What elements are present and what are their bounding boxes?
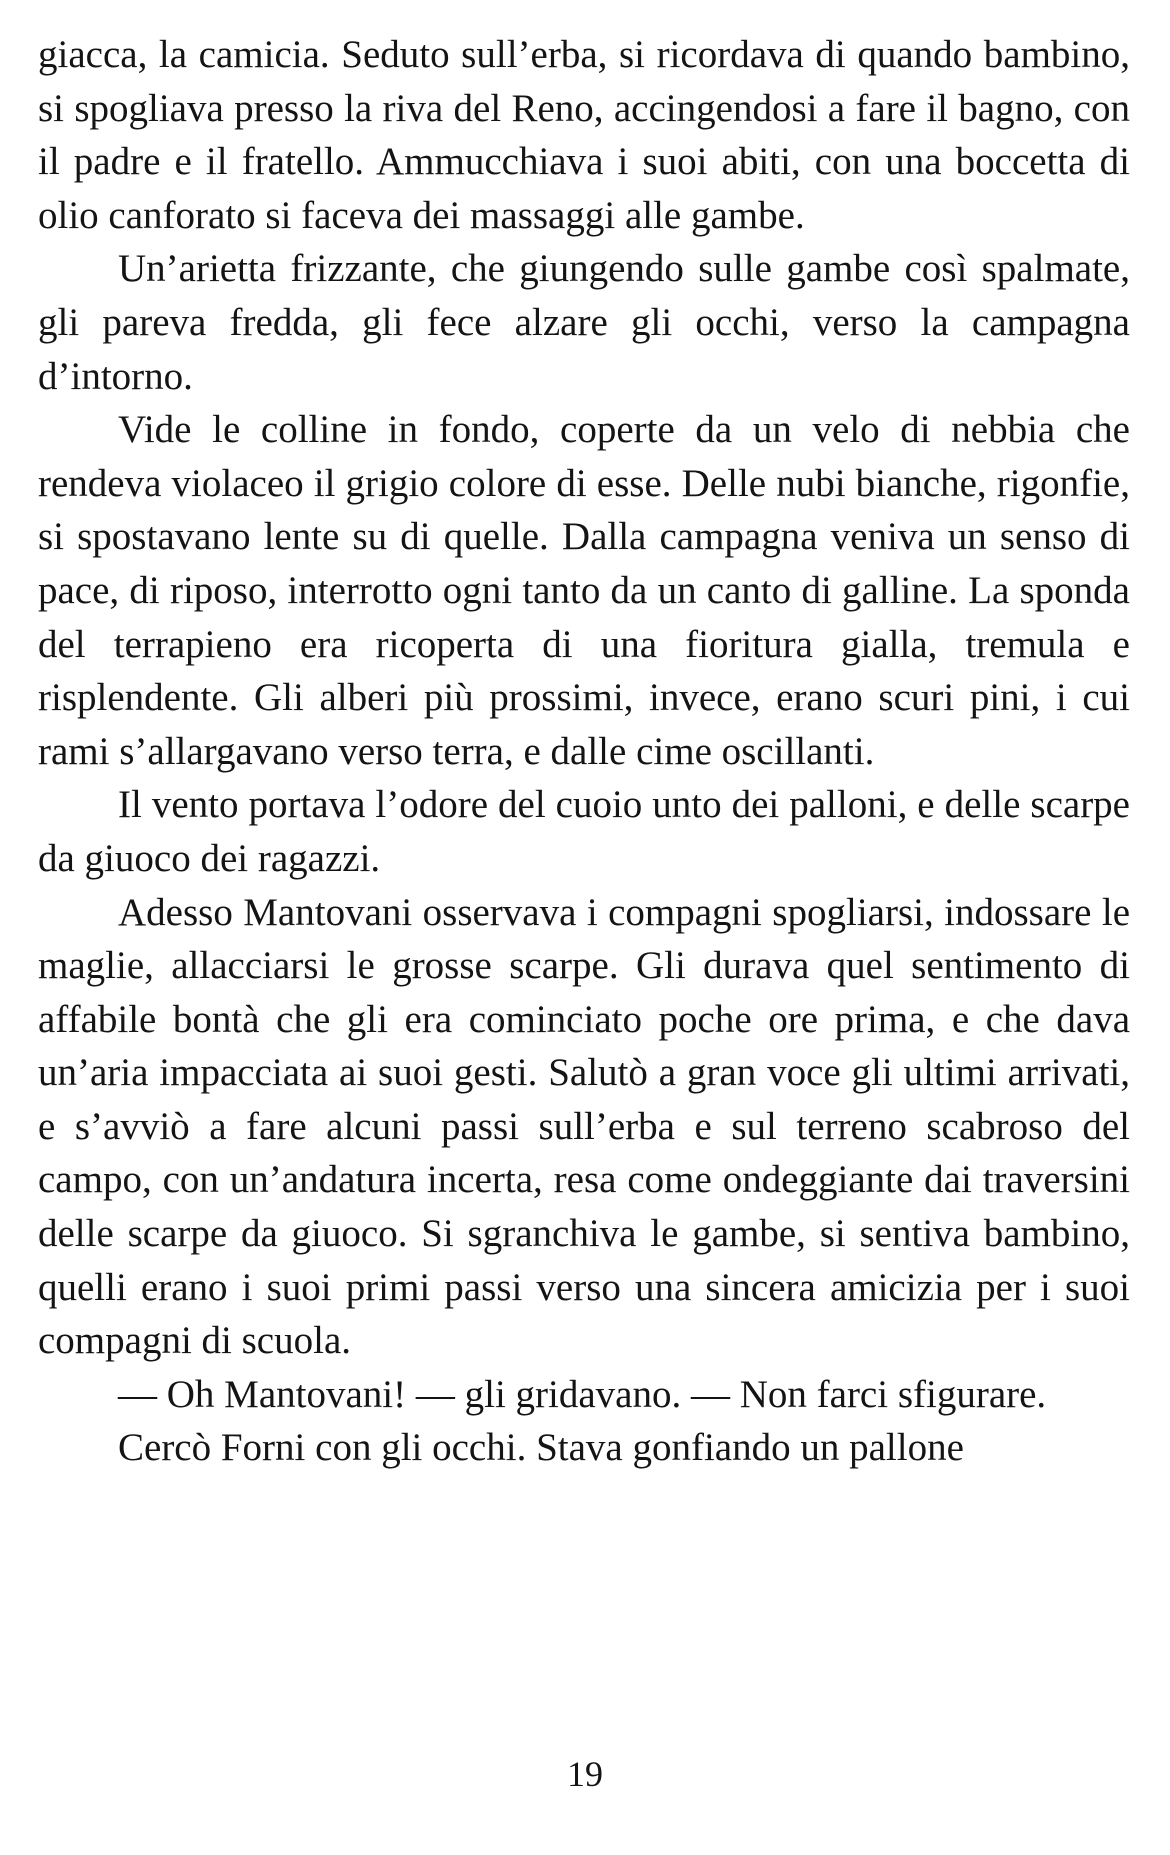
paragraph-7: Cercò Forni con gli occhi. Stava gonfiando un pallone	[118, 1426, 964, 1470]
paragraph-6: — Oh Mantovani! — gli gridavano. — Non farci sfigurare.	[118, 1372, 1047, 1416]
page-number: 19	[567, 1754, 603, 1794]
paragraph-3: Vide le colline in fondo, coperte da un velo di nebbia che rendeva violaceo il grigio colore di esse. Delle nubi bianche, rigonfie, si spostavano lente su di quelle. Dalla campagna veniva un senso di pace, di riposo, interrotto ogni tanto da un canto di galline. La sponda del terrapieno era ricoperta di una fioritura gialla, tremula e risplendente. Gli alberi più prossimi, invece, erano scuri pini, i cui rami s’allargavano verso terra, e dalle cime oscillanti.	[38, 408, 1130, 773]
body-text	[38, 28, 1130, 1475]
paragraph-4: Il vento portava l’odore del cuoio unto dei palloni, e delle scarpe da giuoco dei ragazzi.	[38, 783, 1130, 880]
paragraph-1: giacca, la camicia. Seduto sull’erba, si ricordava di quando bambino, si spogliava presso la riva del Reno, accingendosi a fare il bagno, con il padre e il fratello. Ammucchiava i suoi abiti, con una boccetta di olio canforato si faceva dei massaggi alle gambe.	[38, 33, 1130, 237]
paragraph-5: Adesso Mantovani osservava i compagni spogliarsi, indossare le maglie, allacciarsi le grosse scarpe. Gli durava quel sentimento di affabile bontà che gli era cominciato poche ore prima, e che dava un’aria impacciata ai suoi gesti. Salutò a gran voce gli ultimi arrivati, e s’avviò a fare alcuni passi sull’erba e sul terreno scabroso del campo, con un’andatura incerta, resa come ondeggiante dai traversini delle scarpe da giuoco. Si sgranchiva le gambe, si sentiva bambino, quelli erano i suoi primi passi verso una sincera amicizia per i suoi compagni di scuola.	[38, 890, 1130, 1363]
paragraph-2: Un’arietta frizzante, che giungendo sulle gambe così spalmate, gli pareva fredda, gli fece alzare gli occhi, verso la campagna d’intorno.	[38, 247, 1130, 398]
